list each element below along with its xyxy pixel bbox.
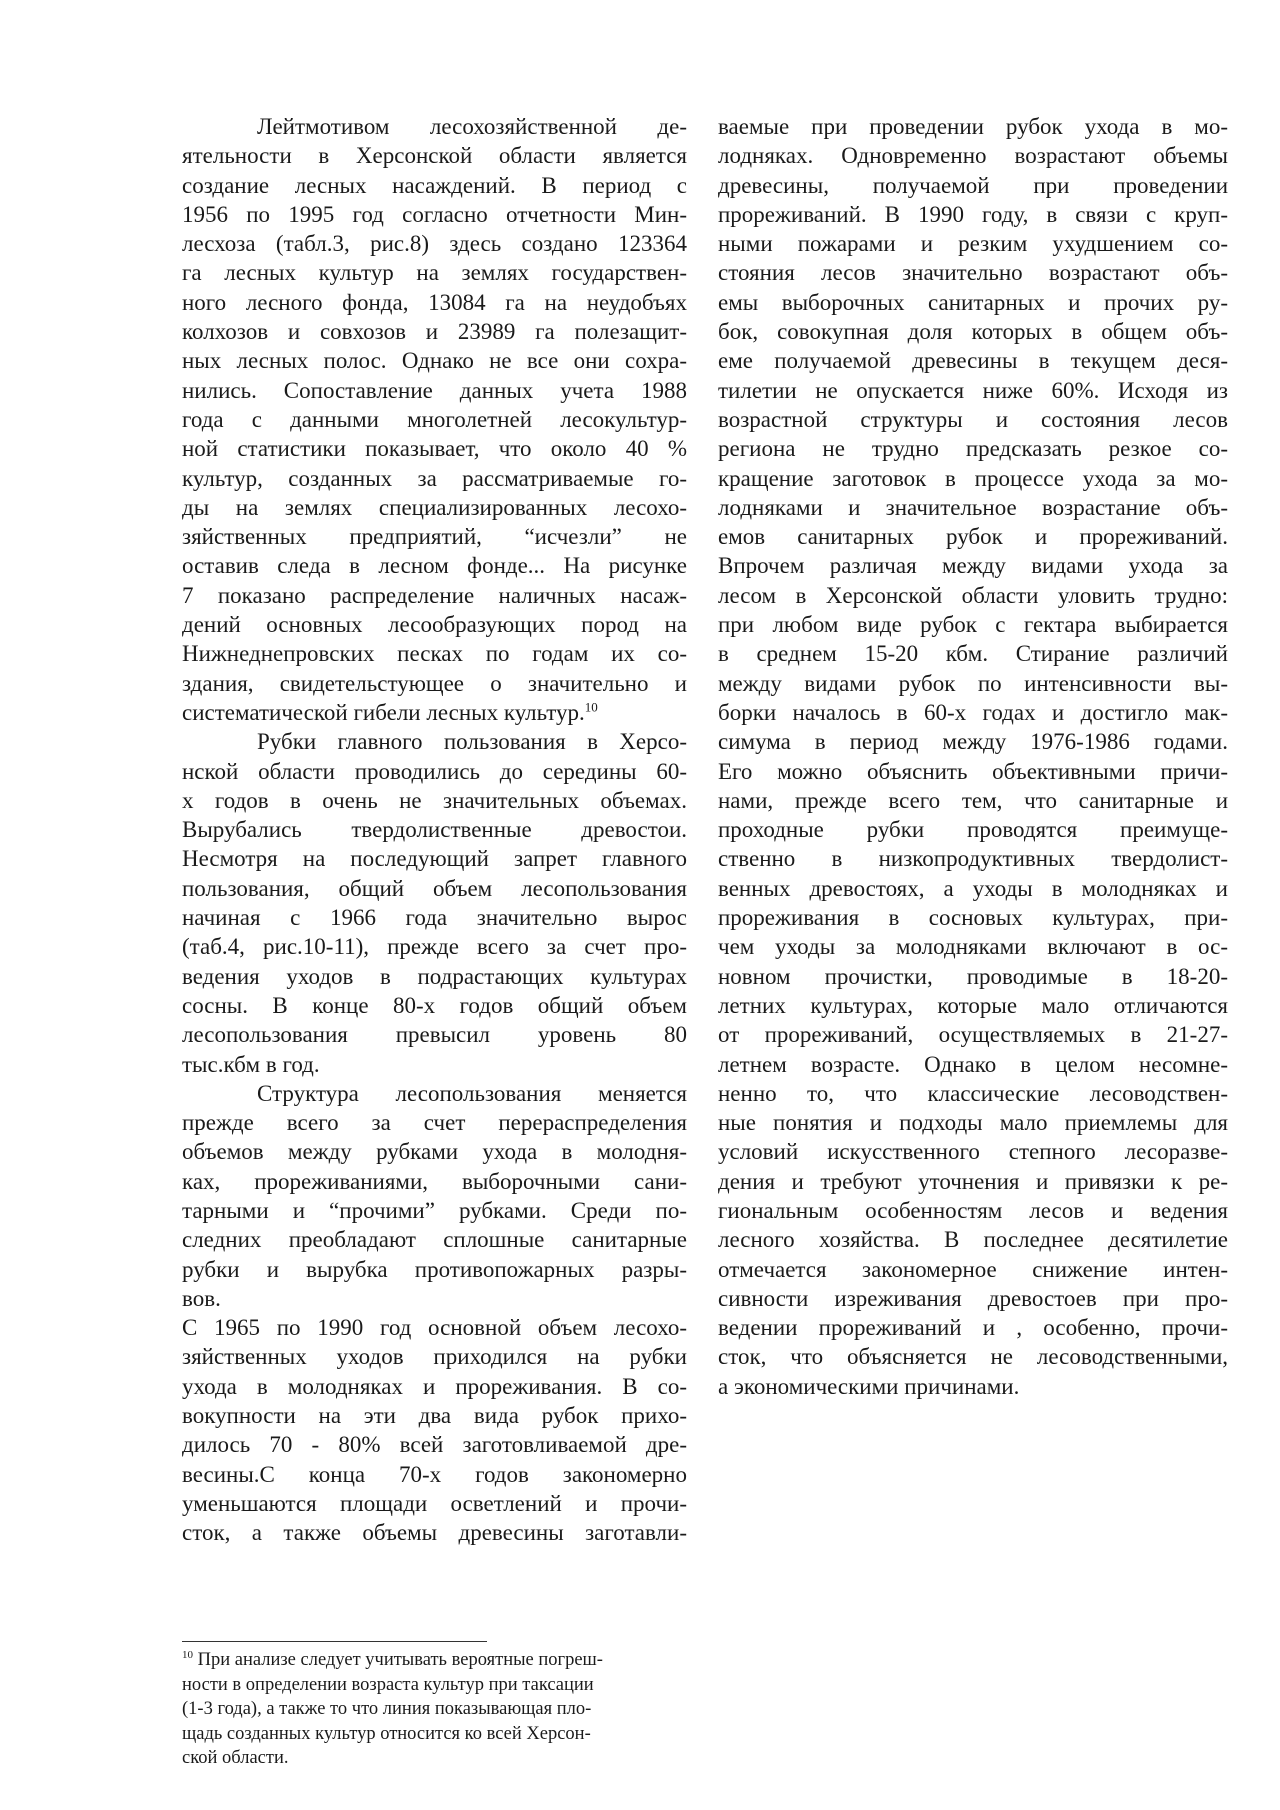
text-line: симума в период между 1976-1986 годами. xyxy=(718,729,1228,755)
text-line: создание лесных насаждений. В период с xyxy=(182,172,687,198)
text-line: Лейтмотивом лесохозяйственной де- xyxy=(257,114,687,139)
text-line: емов санитарных рубок и прореживаний. xyxy=(718,524,1228,550)
text-line: новном прочистки, проводимые в 18-20- xyxy=(718,963,1228,989)
text-line: ятельности в Херсонской области является xyxy=(182,143,687,169)
text-line: Рубки главного пользования в Херсо- xyxy=(257,729,687,755)
paragraph-2 xyxy=(182,727,687,1079)
text-line: ваемые при проведении рубок ухода в мо- xyxy=(718,114,1228,139)
text-line: 7 показано распределение наличных насаж- xyxy=(182,582,687,608)
text-line: гиональным особенностям лесов и ведения xyxy=(718,1197,1228,1223)
text-line: древесины, получаемой при проведении xyxy=(718,172,1228,198)
text-line: ственно в низкопродуктивных твердолист- xyxy=(718,846,1228,872)
text-line: дений основных лесообразующих пород на xyxy=(182,612,687,638)
left-column xyxy=(182,112,687,1548)
text-line: (1-3 года), а также то что линия показывающая пло- xyxy=(182,1699,592,1719)
text-line: рубки и вырубка противопожарных разры- xyxy=(182,1256,687,1282)
text-line: емы выборочных санитарных и прочих ру- xyxy=(718,289,1228,315)
text-line: Его можно объяснить объективными причи- xyxy=(718,758,1228,784)
text-line: ной статистики показывает, что около 40 % xyxy=(182,436,687,462)
text-line: бок, совокупная доля которых в общем объ- xyxy=(718,319,1228,345)
text-line: прореживания в сосновых культурах, при- xyxy=(718,905,1228,931)
text-line: тарными и “прочими” рубками. Среди по- xyxy=(182,1197,687,1223)
text-line: ненно то, что классические лесоводствен- xyxy=(718,1080,1228,1106)
paragraph-4-continued xyxy=(718,112,1228,1401)
text-line: начиная с 1966 года значительно вырос xyxy=(182,905,687,931)
text-line: летнем возрасте. Однако в целом несомне- xyxy=(718,1051,1228,1077)
text-line: сток, а также объемы древесины заготавли- xyxy=(182,1520,687,1546)
paragraph-4 xyxy=(182,1313,687,1547)
paragraph-1 xyxy=(182,112,687,727)
text-line: года с данными многолетней лесокультур- xyxy=(182,406,687,432)
text-segment: систематической гибели лесных культур. xyxy=(182,699,585,725)
text-line: еме получаемой древесины в текущем деся- xyxy=(718,348,1228,374)
footnote-reference[interactable]: 10 xyxy=(584,699,598,715)
text-line: при любом виде рубок с гектара выбирается xyxy=(718,612,1228,638)
text-line: дилось 70 - 80% всей заготовливаемой дре- xyxy=(182,1432,687,1458)
text-line: кращение заготовок в процессе ухода за мо- xyxy=(718,465,1228,491)
text-line: оставив следа в лесном фонде... На рисунке xyxy=(182,553,687,579)
text-line: отмечается закономерное снижение интен- xyxy=(718,1256,1228,1282)
text-line: венных древостоях, а уходы в молодняках и xyxy=(718,875,1228,901)
text-line: колхозов и совхозов и 23989 га полезащит- xyxy=(182,319,687,345)
text-line: га лесных культур на землях государствен- xyxy=(182,260,687,286)
text-segment: При анализе следует учитывать вероятные погреш- xyxy=(193,1650,603,1670)
text-line: лесхоза (табл.3, рис.8) здесь создано 123364 xyxy=(182,231,687,257)
text-line: ухода в молодняках и прореживания. В со- xyxy=(182,1373,687,1399)
text-line: нились. Сопоставление данных учета 1988 xyxy=(182,377,687,403)
text-line: сток, что объясняется не лесоводственными, xyxy=(718,1344,1228,1370)
text-line: лодняками и значительное возрастание объ- xyxy=(718,494,1228,520)
text-line: х годов в очень не значительных объемах. xyxy=(182,787,687,813)
paragraph-3 xyxy=(182,1079,687,1313)
text-line: ской области. xyxy=(182,1748,289,1768)
text-line: проходные рубки проводятся преимуще- xyxy=(718,817,1228,843)
text-line: здания, свидетельстующее о значительно и xyxy=(182,670,687,696)
text-line: дения и требуют уточнения и привязки к ре- xyxy=(718,1168,1228,1194)
text-line: лесного хозяйства. В последнее десятилетие xyxy=(718,1227,1228,1253)
text-line: сосны. В конце 80-х годов общий объем xyxy=(182,992,687,1018)
text-line: следних преобладают сплошные санитарные xyxy=(182,1227,687,1253)
text-line: зяйственных предприятий, “исчезли” не xyxy=(182,524,687,550)
text-line: ды на землях специализированных лесохо- xyxy=(182,494,687,520)
text-line: нами, прежде всего тем, что санитарные и xyxy=(718,787,1228,813)
text-line: щадь созданных культур относится ко всей Херсон- xyxy=(182,1723,591,1744)
text-line: ведения уходов в подрастающих культурах xyxy=(182,963,687,989)
text-line: прежде всего за счет перераспределения xyxy=(182,1110,687,1136)
text-line: сивности изреживания древостоев при про- xyxy=(718,1285,1228,1311)
text-line: от прореживаний, осуществляемых в 21-27- xyxy=(718,1022,1228,1048)
text-line: лодняках. Одновременно возрастают объемы xyxy=(718,143,1228,169)
text-line: ности в определении возраста культур при таксации xyxy=(182,1674,594,1695)
text-line: пользования, общий объем лесопользования xyxy=(182,875,687,901)
text-line: Структура лесопользования меняется xyxy=(257,1080,687,1106)
text-line: ного лесного фонда, 13084 га на неудобъях xyxy=(182,289,687,315)
text-line: вокупности на эти два вида рубок прихо- xyxy=(182,1403,687,1429)
footnote-separator xyxy=(182,1641,487,1642)
text-line: чем уходы за молодняками включают в ос- xyxy=(718,934,1228,960)
footnote-number: 10 xyxy=(182,1648,193,1661)
text-line: тыс.кбм в год. xyxy=(182,1051,320,1077)
text-line: прореживаний. В 1990 году, в связи с круп- xyxy=(718,201,1228,227)
text-line xyxy=(182,698,687,727)
text-line: между видами рубок по интенсивности вы- xyxy=(718,670,1228,696)
footnote xyxy=(182,1648,677,1771)
text-line: ведении прореживаний и , особенно, прочи- xyxy=(718,1315,1228,1341)
text-line: ках, прореживаниями, выборочными сани- xyxy=(182,1168,687,1194)
text-line: зяйственных уходов приходился на рубки xyxy=(182,1344,687,1370)
text-line xyxy=(182,1648,677,1673)
text-line: уменьшаются площади осветлений и прочи- xyxy=(182,1490,687,1516)
text-line: нской области проводились до середины 60- xyxy=(182,758,687,784)
text-line: ных лесных полос. Однако не все они сохра- xyxy=(182,348,687,374)
right-column xyxy=(718,112,1228,1401)
text-line: ными пожарами и резким ухудшением со- xyxy=(718,231,1228,257)
text-line: региона не трудно предсказать резкое со- xyxy=(718,436,1228,462)
text-line: Вырубались твердолиственные древостои. xyxy=(182,817,687,843)
text-line: вов. xyxy=(182,1285,221,1311)
text-line: 1956 по 1995 год согласно отчетности Мин- xyxy=(182,201,687,227)
text-line: лесопользования превысил уровень 80 xyxy=(182,1022,687,1048)
text-line: стояния лесов значительно возрастают объ- xyxy=(718,260,1228,286)
text-line: объемов между рубками ухода в молодня- xyxy=(182,1139,687,1165)
text-line: а экономическими причинами. xyxy=(718,1373,1020,1399)
text-line: (таб.4, рис.10-11), прежде всего за счет про- xyxy=(182,934,687,960)
text-line: культур, созданных за рассматриваемые го- xyxy=(182,465,687,491)
text-line: лесом в Херсонской области уловить трудно: xyxy=(718,582,1228,608)
text-line: весины.С конца 70-х годов закономерно xyxy=(182,1461,687,1487)
text-line: Впрочем различая между видами ухода за xyxy=(718,553,1228,579)
text-line: Несмотря на последующий запрет главного xyxy=(182,846,687,872)
text-line: возрастной структуры и состояния лесов xyxy=(718,406,1228,432)
text-line: тилетии не опускается ниже 60%. Исходя из xyxy=(718,377,1228,403)
text-line: летних культурах, которые мало отличаются xyxy=(718,992,1228,1018)
text-line: борки началось в 60-х годах и достигло мак- xyxy=(718,699,1228,725)
text-line: С 1965 по 1990 год основной объем лесохо- xyxy=(182,1315,687,1341)
text-line: в среднем 15-20 кбм. Стирание различий xyxy=(718,641,1228,667)
text-line: ные понятия и подходы мало приемлемы для xyxy=(718,1110,1228,1136)
text-line: условий искусственного степного лесоразве- xyxy=(718,1139,1228,1165)
text-line: Нижнеднепровских песках по годам их со- xyxy=(182,641,687,667)
